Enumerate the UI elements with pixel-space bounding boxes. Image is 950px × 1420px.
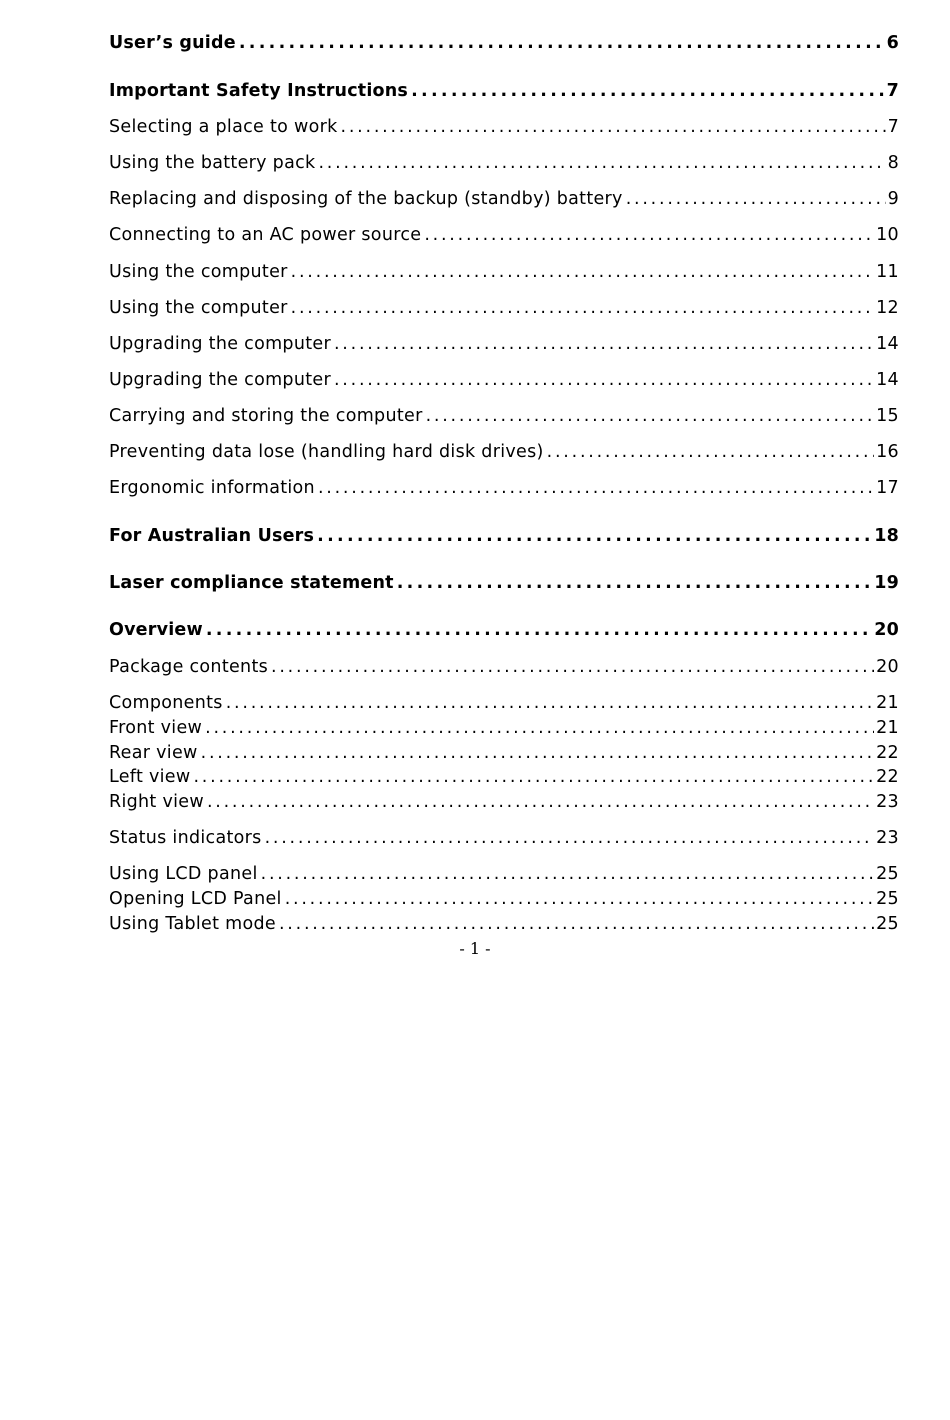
toc-entry-page: 19 bbox=[874, 573, 899, 593]
toc-entry-title: Using the computer bbox=[109, 298, 288, 318]
dot-leader bbox=[424, 225, 874, 245]
toc-entry-title: Using Tablet mode bbox=[109, 914, 276, 934]
dot-leader bbox=[261, 864, 875, 884]
toc-entry-page: 11 bbox=[876, 262, 899, 282]
toc-entry-title: User’s guide bbox=[109, 33, 236, 53]
toc-entry-title: Laser compliance statement bbox=[109, 573, 394, 593]
dot-leader bbox=[426, 406, 875, 426]
toc-entry-title: Important Safety Instructions bbox=[109, 81, 409, 101]
dot-leader bbox=[207, 792, 874, 812]
toc-entry-page: 20 bbox=[874, 620, 899, 640]
toc-entry-title: Selecting a place to work bbox=[109, 117, 338, 137]
toc-entry[interactable] bbox=[109, 573, 899, 593]
toc-entry-title: Package contents bbox=[109, 657, 269, 677]
toc-entry[interactable] bbox=[109, 792, 899, 812]
toc-entry-title: Status indicators bbox=[109, 828, 262, 848]
toc-entry[interactable] bbox=[109, 693, 899, 713]
toc-entry-title: Left view bbox=[109, 767, 191, 787]
dot-leader bbox=[334, 370, 874, 390]
toc-entry-title: Preventing data lose (handling hard disk drives) bbox=[109, 442, 544, 462]
toc-entry-title: Overview bbox=[109, 620, 203, 640]
toc-entry-page: 16 bbox=[876, 442, 899, 462]
dot-leader bbox=[193, 767, 874, 787]
dot-leader bbox=[285, 889, 874, 909]
toc-entry[interactable] bbox=[109, 767, 899, 787]
toc-entry-title: Replacing and disposing of the backup (standby) battery bbox=[109, 189, 623, 209]
toc-entry[interactable] bbox=[109, 828, 899, 848]
dot-leader bbox=[547, 442, 874, 462]
toc-entry-title: For Australian Users bbox=[109, 526, 315, 546]
toc-entry-page: 22 bbox=[876, 767, 899, 787]
dot-leader bbox=[341, 117, 886, 137]
toc-entry-page: 15 bbox=[876, 406, 899, 426]
dot-leader bbox=[291, 298, 874, 318]
dot-leader bbox=[291, 262, 874, 282]
dot-leader bbox=[318, 478, 874, 498]
toc-entry-page: 10 bbox=[876, 225, 899, 245]
toc-entry-page: 21 bbox=[876, 718, 899, 738]
dot-leader bbox=[317, 526, 872, 546]
toc-entry-page: 14 bbox=[876, 334, 899, 354]
toc-entry[interactable] bbox=[109, 657, 899, 677]
toc-entry[interactable] bbox=[109, 406, 899, 426]
toc-entry-title: Components bbox=[109, 693, 223, 713]
dot-leader bbox=[318, 153, 885, 173]
toc-entry-page: 9 bbox=[887, 189, 899, 209]
toc-entry-page: 18 bbox=[874, 526, 899, 546]
toc-entry-title: Front view bbox=[109, 718, 203, 738]
toc-entry[interactable] bbox=[109, 334, 899, 354]
dot-leader bbox=[411, 81, 885, 101]
toc-entry-page: 23 bbox=[876, 792, 899, 812]
toc-entry-title: Right view bbox=[109, 792, 204, 812]
toc-entry[interactable] bbox=[109, 153, 899, 173]
dot-leader bbox=[239, 33, 885, 53]
toc-entry-title: Using the computer bbox=[109, 262, 288, 282]
toc-entry-title: Carrying and storing the computer bbox=[109, 406, 423, 426]
toc-entry[interactable] bbox=[109, 81, 899, 101]
toc-entry[interactable] bbox=[109, 189, 899, 209]
toc-entry-page: 7 bbox=[887, 117, 899, 137]
toc-entry[interactable] bbox=[109, 718, 899, 738]
toc-entry[interactable] bbox=[109, 262, 899, 282]
dot-leader bbox=[397, 573, 873, 593]
toc-entry-page: 23 bbox=[876, 828, 899, 848]
toc-entry[interactable] bbox=[109, 370, 899, 390]
dot-leader bbox=[271, 657, 874, 677]
toc-entry-page: 8 bbox=[887, 153, 899, 173]
dot-leader bbox=[226, 693, 874, 713]
page-number: - 1 - bbox=[459, 939, 491, 958]
toc-entry-page: 25 bbox=[876, 864, 899, 884]
toc-entry[interactable] bbox=[109, 117, 899, 137]
toc-entry[interactable] bbox=[109, 442, 899, 462]
dot-leader bbox=[206, 620, 872, 640]
toc-entry-title: Ergonomic information bbox=[109, 478, 315, 498]
toc-entry[interactable] bbox=[109, 298, 899, 318]
toc-entry-page: 7 bbox=[886, 81, 899, 101]
toc-entry[interactable] bbox=[109, 864, 899, 884]
toc-entry-title: Rear view bbox=[109, 743, 198, 763]
toc-entry-page: 6 bbox=[886, 33, 899, 53]
toc-entry[interactable] bbox=[109, 620, 899, 640]
toc-entry-title: Connecting to an AC power source bbox=[109, 225, 422, 245]
dot-leader bbox=[265, 828, 875, 848]
toc-entry-page: 22 bbox=[876, 743, 899, 763]
toc-entry[interactable] bbox=[109, 33, 899, 53]
toc-entry[interactable] bbox=[109, 889, 899, 909]
dot-leader bbox=[201, 743, 875, 763]
dot-leader bbox=[626, 189, 886, 209]
toc-entry-page: 17 bbox=[876, 478, 899, 498]
toc-entry-page: 21 bbox=[876, 693, 899, 713]
toc-entry-page: 12 bbox=[876, 298, 899, 318]
toc-entry[interactable] bbox=[109, 526, 899, 546]
toc-entry-title: Using LCD panel bbox=[109, 864, 258, 884]
dot-leader bbox=[205, 718, 874, 738]
toc-entry-title: Upgrading the computer bbox=[109, 370, 331, 390]
dot-leader bbox=[334, 334, 874, 354]
toc-entry-page: 14 bbox=[876, 370, 899, 390]
toc-entry-title: Upgrading the computer bbox=[109, 334, 331, 354]
toc-entry-title: Using the battery pack bbox=[109, 153, 316, 173]
toc-entry[interactable] bbox=[109, 743, 899, 763]
toc-entry-page: 25 bbox=[876, 914, 899, 934]
toc-entry[interactable] bbox=[109, 478, 899, 498]
toc-entry[interactable] bbox=[109, 914, 899, 934]
toc-entry-page: 20 bbox=[876, 657, 899, 677]
toc-entry-title: Opening LCD Panel bbox=[109, 889, 282, 909]
toc-entry[interactable] bbox=[109, 225, 899, 245]
toc-entry-page: 25 bbox=[876, 889, 899, 909]
dot-leader bbox=[279, 914, 874, 934]
